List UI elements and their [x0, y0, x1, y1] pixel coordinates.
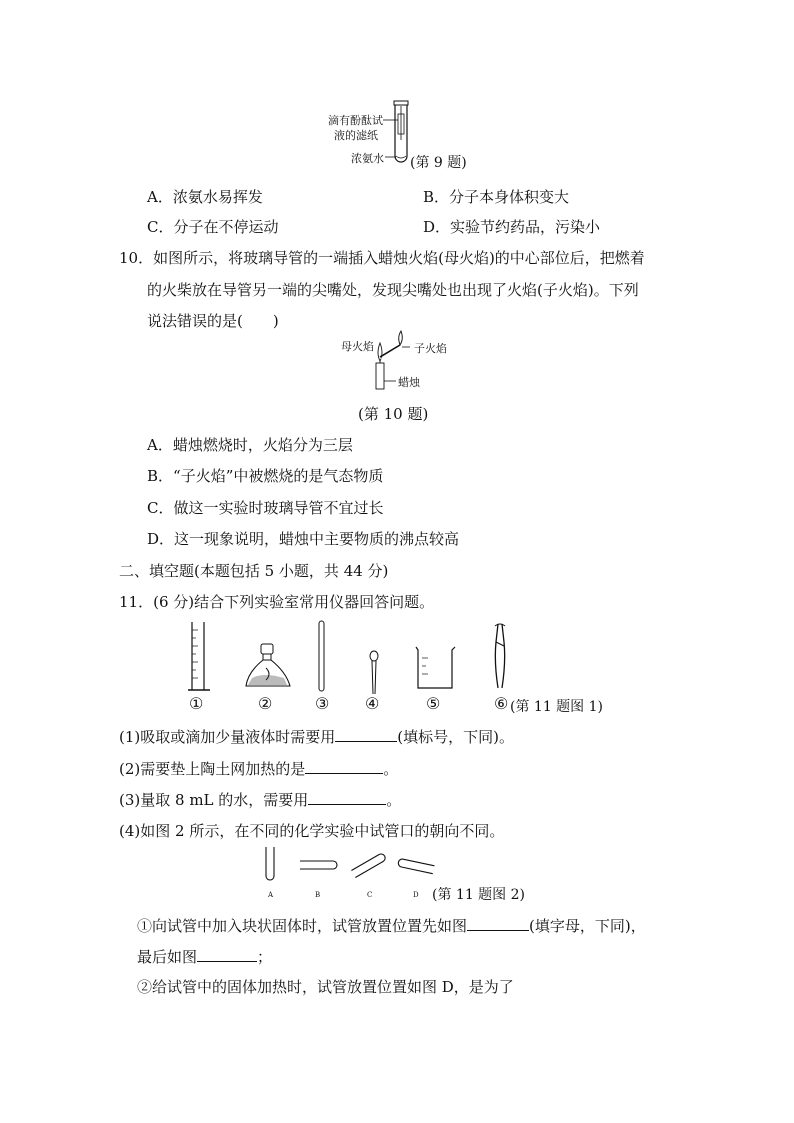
fig-label-filter-paper-2: 液的滤纸 — [334, 129, 378, 142]
q9-option-d: D．实验节约药品，污染小 — [423, 218, 601, 236]
instrument-label-5: ⑤ — [426, 694, 441, 713]
graduated-cylinder-icon — [186, 620, 216, 695]
q9-option-b: B．分子本身体积变大 — [423, 188, 570, 206]
instrument-label-6: ⑥ — [494, 694, 509, 713]
q11-part1-suffix: (填标号，下同)。 — [397, 728, 514, 746]
q11-sub1-line2-text: 最后如图 — [137, 948, 198, 966]
instrument-label-4: ④ — [365, 694, 380, 713]
q11-caption-2: (第 11 题图 2) — [432, 887, 525, 903]
section-heading: 二、填空题(本题包括 5 小题，共 44 分) — [119, 562, 389, 580]
q11-sub1-line2 — [137, 947, 272, 967]
q11-sub2: ②给试管中的固体加热时，试管放置位置如图 D，是为了 — [137, 978, 514, 996]
fig-label-candle: 蜡烛 — [398, 376, 420, 389]
test-tube-tilted-up-icon — [349, 850, 389, 880]
test-tube-vertical-icon — [263, 846, 277, 882]
answer-blank-2[interactable] — [305, 759, 383, 774]
q11-part4: (4)如图 2 所示，在不同的化学实验中试管口的朝向不同。 — [119, 822, 505, 840]
fig-label-ammonia: 浓氨水 — [351, 152, 384, 165]
q10-option-a: A．蜡烛燃烧时，火焰分为三层 — [147, 436, 353, 454]
test-tube-tilted-down-icon — [396, 855, 436, 877]
answer-blank-3[interactable] — [308, 790, 386, 805]
answer-blank-4[interactable] — [467, 916, 529, 931]
q9-option-c: C．分子在不停运动 — [147, 218, 279, 236]
fig-label-filter-paper-1: 滴有酚酞试 — [328, 114, 383, 127]
test-tube-horizontal-icon — [299, 859, 339, 871]
fig-label-child-flame: 子火焰 — [414, 342, 447, 355]
q11-part1-text: (1)吸取或滴加少量液体时需要用 — [119, 728, 336, 746]
instrument-label-2: ② — [258, 694, 273, 713]
tube-label-b: B — [315, 891, 321, 899]
q11-sub1-text: ①向试管中加入块状固体时，试管放置位置先如图 — [137, 917, 468, 935]
q11-sub1-line2-suffix: ； — [257, 948, 273, 966]
answer-blank-5[interactable] — [197, 947, 257, 962]
q11-stem: 11．(6 分)结合下列实验室常用仪器回答问题。 — [119, 593, 435, 611]
crucible-tongs-icon — [490, 622, 510, 692]
glass-rod-icon — [316, 620, 328, 695]
q10-caption: (第 10 题) — [358, 405, 429, 423]
answer-blank-1[interactable] — [335, 727, 397, 742]
fig-label-mother-flame: 母火焰 — [341, 340, 374, 353]
instrument-label-1: ① — [189, 694, 204, 713]
q11-part3-suffix: 。 — [386, 791, 402, 809]
q11-caption-1: (第 11 题图 1) — [510, 699, 603, 715]
alcohol-lamp-icon — [244, 642, 294, 692]
tube-label-c: C — [367, 891, 373, 899]
q9-caption: (第 9 题) — [410, 155, 467, 171]
tube-label-d: D — [413, 891, 419, 899]
q11-part1 — [119, 727, 514, 747]
q10-stem-line2: 的火柴放在导管另一端的尖嘴处，发现尖嘴处也出现了火焰(子火焰)。下列 — [147, 281, 639, 299]
tube-label-a: A — [268, 891, 274, 899]
dropper-icon — [366, 650, 382, 700]
q10-option-c: C．做这一实验时玻璃导管不宜过长 — [147, 499, 384, 517]
q11-part3-text: (3)量取 8 mL 的水，需要用 — [119, 791, 309, 809]
q11-part2-text: (2)需要垫上陶土网加热的是 — [119, 760, 306, 778]
q10-option-b: B．“子火焰”中被燃烧的是气态物质 — [147, 467, 384, 485]
q10-option-d: D．这一现象说明，蜡烛中主要物质的沸点较高 — [147, 530, 460, 548]
q11-part2-suffix: 。 — [383, 760, 399, 778]
q10-stem-line1: 10．如图所示，将玻璃导管的一端插入蜡烛火焰(母火焰)的中心部位后，把燃着 — [119, 249, 645, 267]
q10-stem-line3: 说法错误的是( ) — [147, 312, 279, 330]
q11-sub1-line1 — [137, 916, 646, 936]
q9-option-a: A．浓氨水易挥发 — [147, 188, 263, 206]
instrument-label-3: ③ — [315, 694, 330, 713]
beaker-icon — [412, 644, 458, 694]
q11-sub1-suffix: (填字母，下同)， — [529, 917, 646, 935]
q11-part3 — [119, 790, 401, 810]
q11-part2 — [119, 759, 398, 779]
